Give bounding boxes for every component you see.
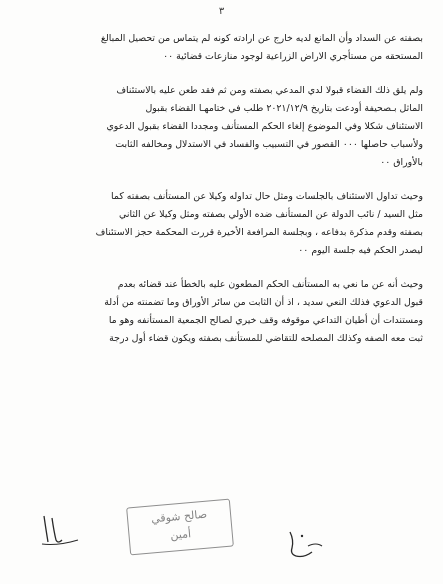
official-stamp <box>126 499 234 556</box>
paragraph-3 <box>26 188 423 260</box>
signature-left <box>38 510 84 550</box>
paragraph-2 <box>26 82 423 172</box>
text-line: بصفته عن السداد وأن المانع لديه خارج عن ارادته كونه لم يتماس من تحصيل المبالغ <box>100 33 423 44</box>
text-line: ومستندات أن أطيان التداعي موقوفه وقف خيري لصالح الجمعية المستأنفه وهو ما <box>108 315 423 326</box>
text-line: ولم يلق ذلك القضاء قبولا لدي المدعي بصفته ومن ثم فقد طعن عليه بالاستئناف <box>116 85 423 96</box>
text-line: المستحقه من مستأجري الاراض الزراعية لوجود منازعات قضائية ٠٠ <box>163 51 423 62</box>
body-text <box>26 30 423 364</box>
signature-right <box>282 524 332 564</box>
text-line: بصفته وقدم مذكرة بدفاعه ، وبجلسة المرافعة الأخيرة قررت المحكمة حجز الاستئناف <box>95 227 423 238</box>
text-line: ولأسباب حاصلها ٠٠٠ القصور في التسبيب والفساد في الاستدلال ومخالفه الثابت <box>115 139 423 150</box>
text-line: ثبت معه الصفه وكذلك المصلحه للتقاضي للمستأنف بصفته ويكون قضاء أول درجة <box>109 333 423 344</box>
paragraph-4 <box>26 276 423 348</box>
text-line: وحيث تداول الاستئناف بالجلسات ومثل حال تداوله وكيلا عن المستأنف بصفته كما <box>111 191 423 202</box>
stamp-line: صالح شوقي <box>150 507 208 526</box>
text-line: وحيث أنه عن ما نعي به المستأنف الحكم المطعون عليه بالخطأ عند قضائه بعدم <box>117 279 423 290</box>
text-line: قبول الدعوي فذلك النعي سديد ، اذ أن الثابت من سائر الأوراق وما تضمنته من أدلة <box>104 297 423 308</box>
text-line: الماثل بـصحيفة أودعت بتاريخ ٢٠٢١/١٢/٩ طلب في ختامهـا القضاء بقبول <box>145 103 423 114</box>
stamp-line: أمين <box>169 527 192 542</box>
text-line: مثل السيد / نائب الدولة عن المستأنف ضده الأولي بصفته ومثل وكيلا عن الثاني <box>119 209 423 220</box>
paragraph-1 <box>26 30 423 66</box>
text-line: ليصدر الحكم فيه جلسة اليوم ٠٠ <box>298 245 423 256</box>
text-line: بالأوراق ٠٠ <box>380 157 423 168</box>
text-line: الاستئناف شكلا وفي الموضوع إلغاء الحكم المستأنف ومجددا القضاء بقبول الدعوي <box>106 121 423 132</box>
page-number: ٣ <box>218 6 225 17</box>
